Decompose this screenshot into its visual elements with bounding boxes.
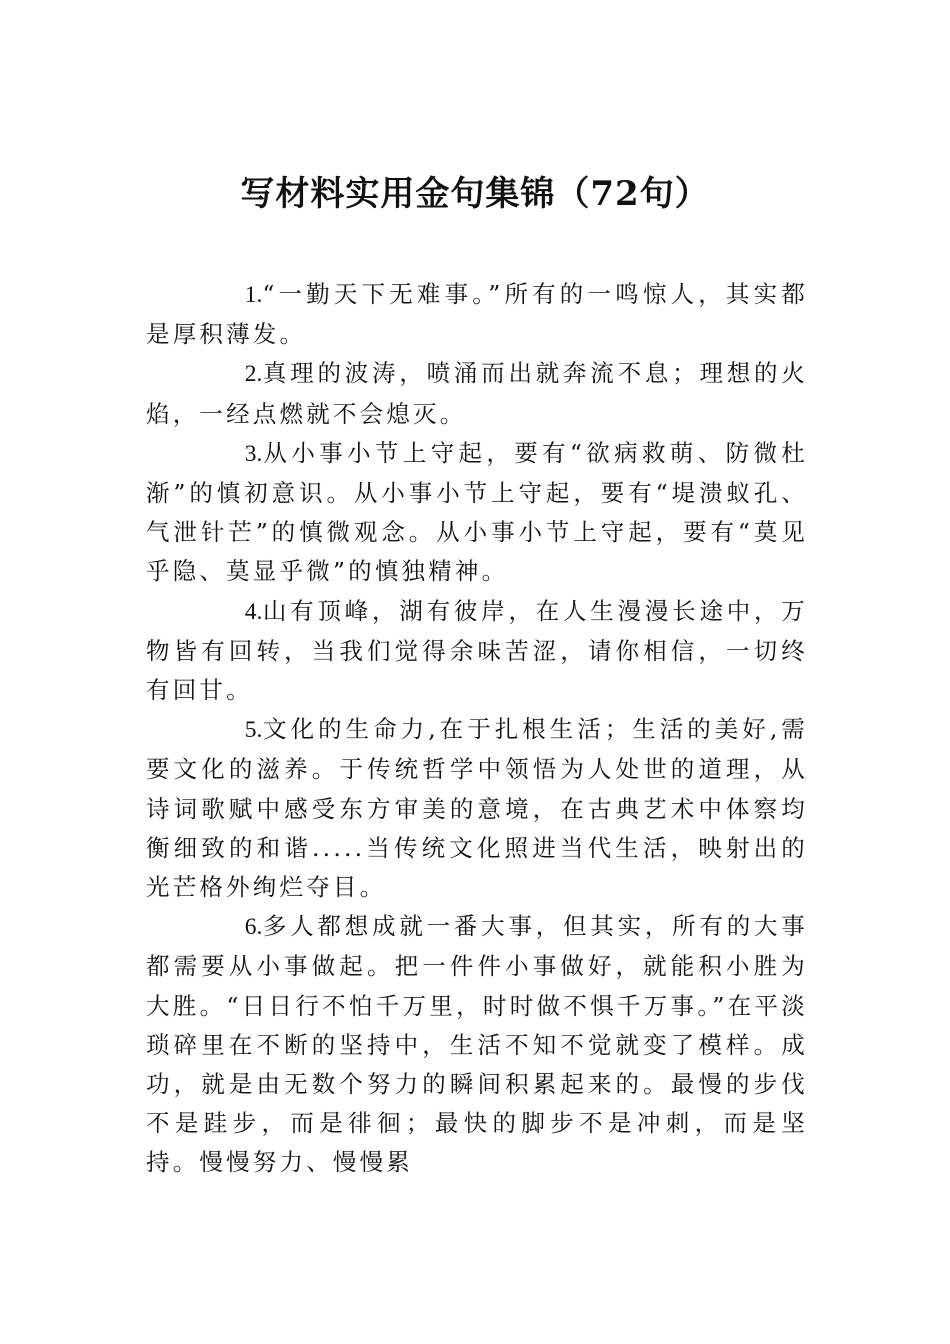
- paragraph-number: 3.: [244, 440, 263, 467]
- document-title: 写材料实用金句集锦（72句）: [240, 174, 710, 214]
- paragraph-text: 多人都想成就一番大事，但其实，所有的大事都需要从小事做起。把一件件小事做好，就能积小胜为大胜。“日日行不怕千万里，时时做不惧千万事。”在平淡琐碎里在不断的坚持中，生活不知不觉就变了模样。成功，就是由无数个努力的瞬间积累起来的。最慢的步伐不是跬步，而是徘徊；最快的脚步不是冲刺，而是坚持。慢慢努力、慢慢累: [146, 912, 808, 1177]
- paragraph-text: 山有顶峰，湖有彼岸，在人生漫漫长途中，万物皆有回转，当我们觉得余味苦涩，请你相信，一切终有回甘。: [146, 596, 808, 705]
- paragraph-number: 4.: [244, 598, 263, 625]
- paragraph-6: [146, 907, 808, 1182]
- paragraph-number: 6.: [244, 914, 263, 941]
- paragraph-4: [146, 592, 808, 711]
- paragraph-number: 2.: [244, 361, 263, 388]
- paragraph-1: [146, 275, 808, 354]
- paragraph-text: 文化的生命力,在于扎根生活；生活的美好,需要文化的滋养。于传统哲学中领悟为人处世的道理，从诗词歌赋中感受东方审美的意境，在古典艺术中体察均衡细致的和谐.....当传统文化照进当代生活，映射出的光芒格外绚烂夺目。: [146, 715, 808, 902]
- document-body: [146, 275, 808, 1183]
- paragraph-text: 从小事小节上守起，要有“欲病救萌、防微杜渐”的慎初意识。从小事小节上守起，要有“堤溃蚁孔、气泄针芒”的慎微观念。从小事小节上守起，要有“莫见乎隐、莫显乎微”的慎独精神。: [146, 438, 808, 586]
- paragraph-text: 真理的波涛，喷涌而出就奔流不息；理想的火焰，一经点燃就不会熄灭。: [146, 359, 808, 428]
- paragraph-5: [146, 710, 808, 907]
- paragraph-number: 5.: [244, 717, 263, 744]
- paragraph-number: 1.: [244, 282, 263, 308]
- paragraph-text: “一勤天下无难事。”所有的一鸣惊人，其实都是厚积薄发。: [146, 280, 808, 349]
- paragraph-2: [146, 354, 808, 433]
- paragraph-3: [146, 434, 808, 592]
